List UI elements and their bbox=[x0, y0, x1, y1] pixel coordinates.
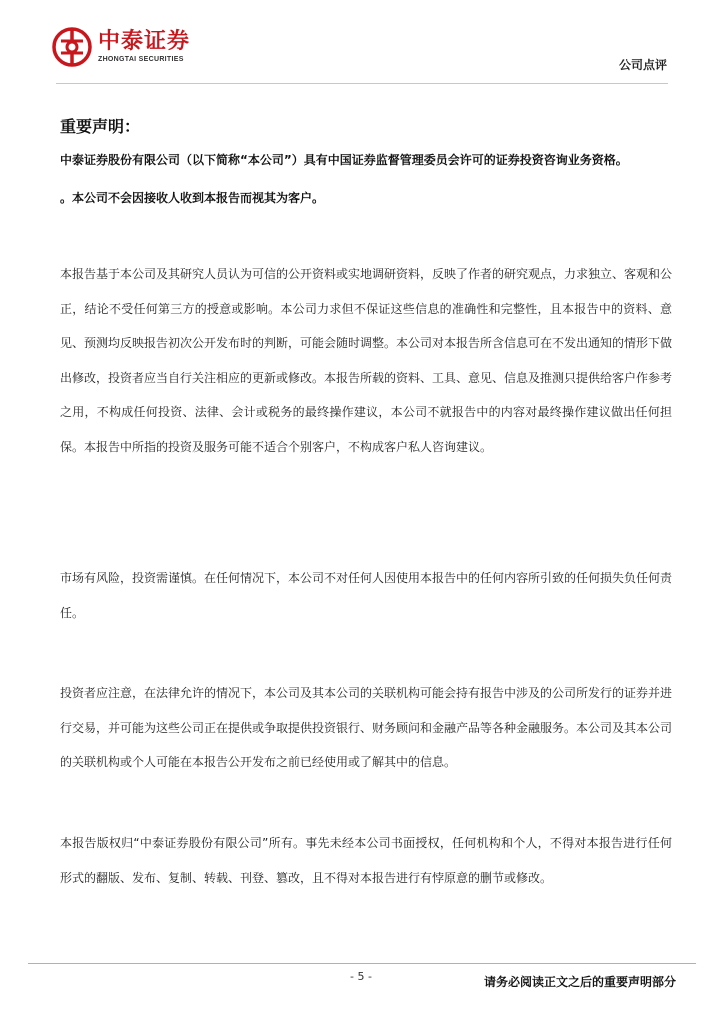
footer-disclaimer-note: 请务必阅读正文之后的重要声明部分 bbox=[483, 975, 676, 989]
logo-english-name: ZHONGTAI SECURITIES bbox=[98, 56, 184, 63]
disclaimer-intro-line-2: 。本公司不会因接收人收到本报告而视其为客户。 bbox=[60, 191, 325, 205]
footer-divider bbox=[28, 963, 696, 964]
disclaimer-paragraph-risk: 市场有风险，投资需谨慎。在任何情况下，本公司不对任何人因使用本报告中的任何内容所引致的任何损失负任何责任。 bbox=[60, 571, 673, 620]
company-logo bbox=[52, 27, 190, 67]
header-divider bbox=[56, 83, 668, 84]
page-number: - 5 - bbox=[350, 970, 372, 983]
logo-chinese-name: 中泰证券 bbox=[98, 29, 191, 54]
document-type-label: 公司点评 bbox=[618, 58, 667, 72]
disclaimer-paragraph-research: 本报告基于本公司及其研究人员认为可信的公开资料或实地调研资料，反映了作者的研究观点，力求独立、客观和公正，结论不受任何第三方的授意或影响。本公司力求但不保证这些信息的准确性和完整性，且本报告中的资料、意见、预测均反映报告初次公开发布时的判断，可能会随时调整。本公司对本报告所含信息可在不发出通知的情形下做出修改，投资者应当自行关注相应的更新或修改。本报告所载的资料、工具、意见、信息及推测只提供给客户作参考之用，不构成任何投资、法律、会计或税务的最终操作建议，本公司不就报告中的内容对最终操作建议做出任何担保。本报告中所指的投资及服务可能不适合个别客户，不构成客户私人咨询建议。 bbox=[60, 267, 673, 454]
disclaimer-title: 重要声明： bbox=[60, 117, 141, 136]
zhongtai-logo-icon bbox=[52, 27, 92, 67]
disclaimer-paragraph-conflicts: 投资者应注意，在法律允许的情况下，本公司及其本公司的关联机构可能会持有报告中涉及的公司所发行的证券并进行交易，并可能为这些公司正在提供或争取提供投资银行、财务顾问和金融产品等各种金融服务。本公司及其本公司的关联机构或个人可能在本报告公开发布之前已经使用或了解其中的信息。 bbox=[60, 686, 673, 769]
disclaimer-paragraph-copyright: 本报告版权归“中泰证券股份有限公司”所有。事先未经本公司书面授权，任何机构和个人，不得对本报告进行任何形式的翻版、发布、复制、转载、刊登、篡改，且不得对本报告进行有悖原意的删节或修改。 bbox=[60, 836, 672, 885]
disclaimer-intro-line-1: 中泰证券股份有限公司（以下简称“本公司”）具有中国证券监督管理委员会许可的证券投资咨询业务资格。 bbox=[60, 153, 628, 167]
